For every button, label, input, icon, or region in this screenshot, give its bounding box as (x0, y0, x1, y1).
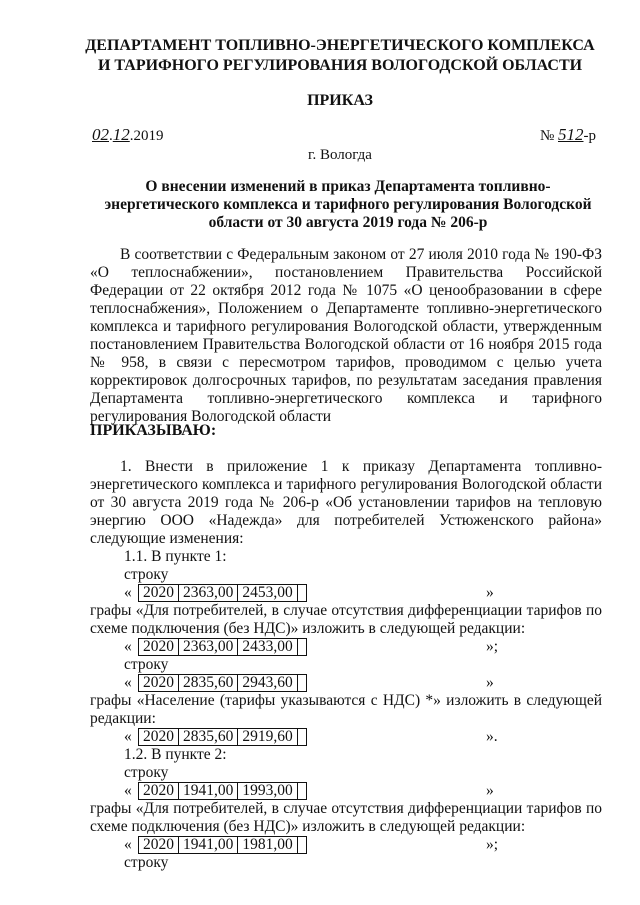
close-quote: »; (486, 638, 499, 655)
value-1-cell: 2363,00 (179, 585, 238, 602)
number-prefix: № (539, 128, 555, 144)
document-type-title: ПРИКАЗ (307, 92, 373, 109)
open-quote: « (124, 782, 132, 799)
value-1-cell: 1941,00 (179, 837, 238, 854)
close-quote: ». (486, 728, 498, 745)
empty-cell (297, 585, 306, 602)
value-1-cell: 1941,00 (179, 783, 238, 800)
tariff-table (138, 836, 307, 854)
stroku-label: строку (124, 566, 169, 583)
empty-cell (297, 783, 306, 800)
graphs-a-paragraph-2: графы «Для потребителей, в случае отсутствия дифференциации тарифов по схеме подключения (без НДС)» изложить в следующей редакции: (90, 800, 602, 835)
value-1-cell: 2835,60 (179, 729, 238, 746)
sub-item-1-2: 1.2. В пункте 2: (124, 746, 227, 763)
preamble-paragraph: В соответствии с Федеральным законом от 27 июля 2010 года № 190-ФЗ «О теплоснабжении», постановлением Правительства Российской Федерации от 22 октября 2012 года № 1075 «О ценообразовании в сфере теплоснабжения», Положением о Департаменте топливно-энергетического комплекса и тарифного регулирования Вологодской области, утвержденным постановлением Правительства Вологодской области от 16 ноября 2015 года № 958, в связи с пересмотром тарифов, проводимом с целью учета корректировок долгосрочных тарифов, по результатам заседания правления Департамента топливно-энергетического комплекса и тарифного регулирования Вологодской области (90, 246, 602, 425)
stroku-label: строку (124, 656, 169, 673)
open-quote: « (124, 728, 132, 745)
stroku-label: строку (124, 854, 169, 871)
value-2-cell: 2919,60 (238, 729, 297, 746)
year-cell: 2020 (139, 639, 179, 656)
item-1-paragraph: 1. Внести в приложение 1 к приказу Департамента топливно-энергетического комплекса и тарифного регулирования Вологодской области от 30 августа 2019 года № 206-р «Об установлении тарифов на тепловую энергию ООО «Надежда» для потребителей Устюженского района» следующие изменения: (90, 458, 602, 547)
value-2-cell: 2943,60 (238, 675, 297, 692)
close-quote: » (486, 782, 494, 799)
close-quote: »; (486, 836, 499, 853)
city: г. Вологда (308, 147, 372, 163)
year-cell: 2020 (139, 837, 179, 854)
stroku-label: строку (124, 764, 169, 781)
department-line-1: ДЕПАРТАМЕНТ ТОПЛИВНО-ЭНЕРГЕТИЧЕСКОГО КОМПЛЕКСА (85, 37, 595, 54)
value-2-cell: 1993,00 (238, 783, 297, 800)
empty-cell (297, 639, 306, 656)
department-header (40, 36, 640, 76)
close-quote: » (486, 584, 494, 601)
sub-item-1-1: 1.1. В пункте 1: (124, 548, 227, 565)
tariff-table (138, 728, 307, 746)
open-quote: « (124, 638, 132, 655)
order-date (92, 126, 164, 145)
tariff-table (138, 638, 307, 656)
subject-line-2: энергетического комплекса и тарифного регулирования Вологодской (104, 196, 592, 213)
date-day: 02 (92, 125, 109, 144)
subject-line-1: О внесении изменений в приказ Департамента топливно- (145, 178, 551, 195)
order-number (540, 126, 596, 145)
empty-cell (297, 675, 306, 692)
year-cell: 2020 (139, 783, 179, 800)
open-quote: « (124, 836, 132, 853)
year-cell: 2020 (139, 585, 179, 602)
graphs-b-paragraph: графы «Население (тарифы указываются с НДС) *» изложить в следующей редакции: (90, 692, 602, 727)
value-1-cell: 2363,00 (179, 639, 238, 656)
number-suffix: -р (583, 128, 596, 144)
value-1-cell: 2835,60 (179, 675, 238, 692)
graphs-a-paragraph: графы «Для потребителей, в случае отсутствия дифференциации тарифов по схеме подключения (без НДС)» изложить в следующей редакции: (90, 602, 602, 637)
tariff-table (138, 674, 307, 692)
open-quote: « (124, 674, 132, 691)
empty-cell (297, 729, 306, 746)
date-separator: . (109, 128, 113, 144)
tariff-table (138, 584, 307, 602)
year-cell: 2020 (139, 729, 179, 746)
value-2-cell: 1981,00 (238, 837, 297, 854)
order-subject (92, 178, 604, 232)
open-quote: « (124, 584, 132, 601)
date-month: 12 (112, 125, 130, 144)
value-2-cell: 2433,00 (238, 639, 297, 656)
subject-line-3: области от 30 августа 2019 года № 206-р (208, 214, 488, 231)
number-value: 512 (558, 125, 584, 144)
close-quote: » (486, 674, 494, 691)
value-2-cell: 2453,00 (238, 585, 297, 602)
year-cell: 2020 (139, 675, 179, 692)
tariff-table (138, 782, 307, 800)
date-year: .2019 (129, 128, 164, 144)
department-line-2: И ТАРИФНОГО РЕГУЛИРОВАНИЯ ВОЛОГОДСКОЙ ОБЛАСТИ (97, 57, 583, 74)
empty-cell (297, 837, 306, 854)
order-word: ПРИКАЗЫВАЮ: (90, 422, 217, 439)
